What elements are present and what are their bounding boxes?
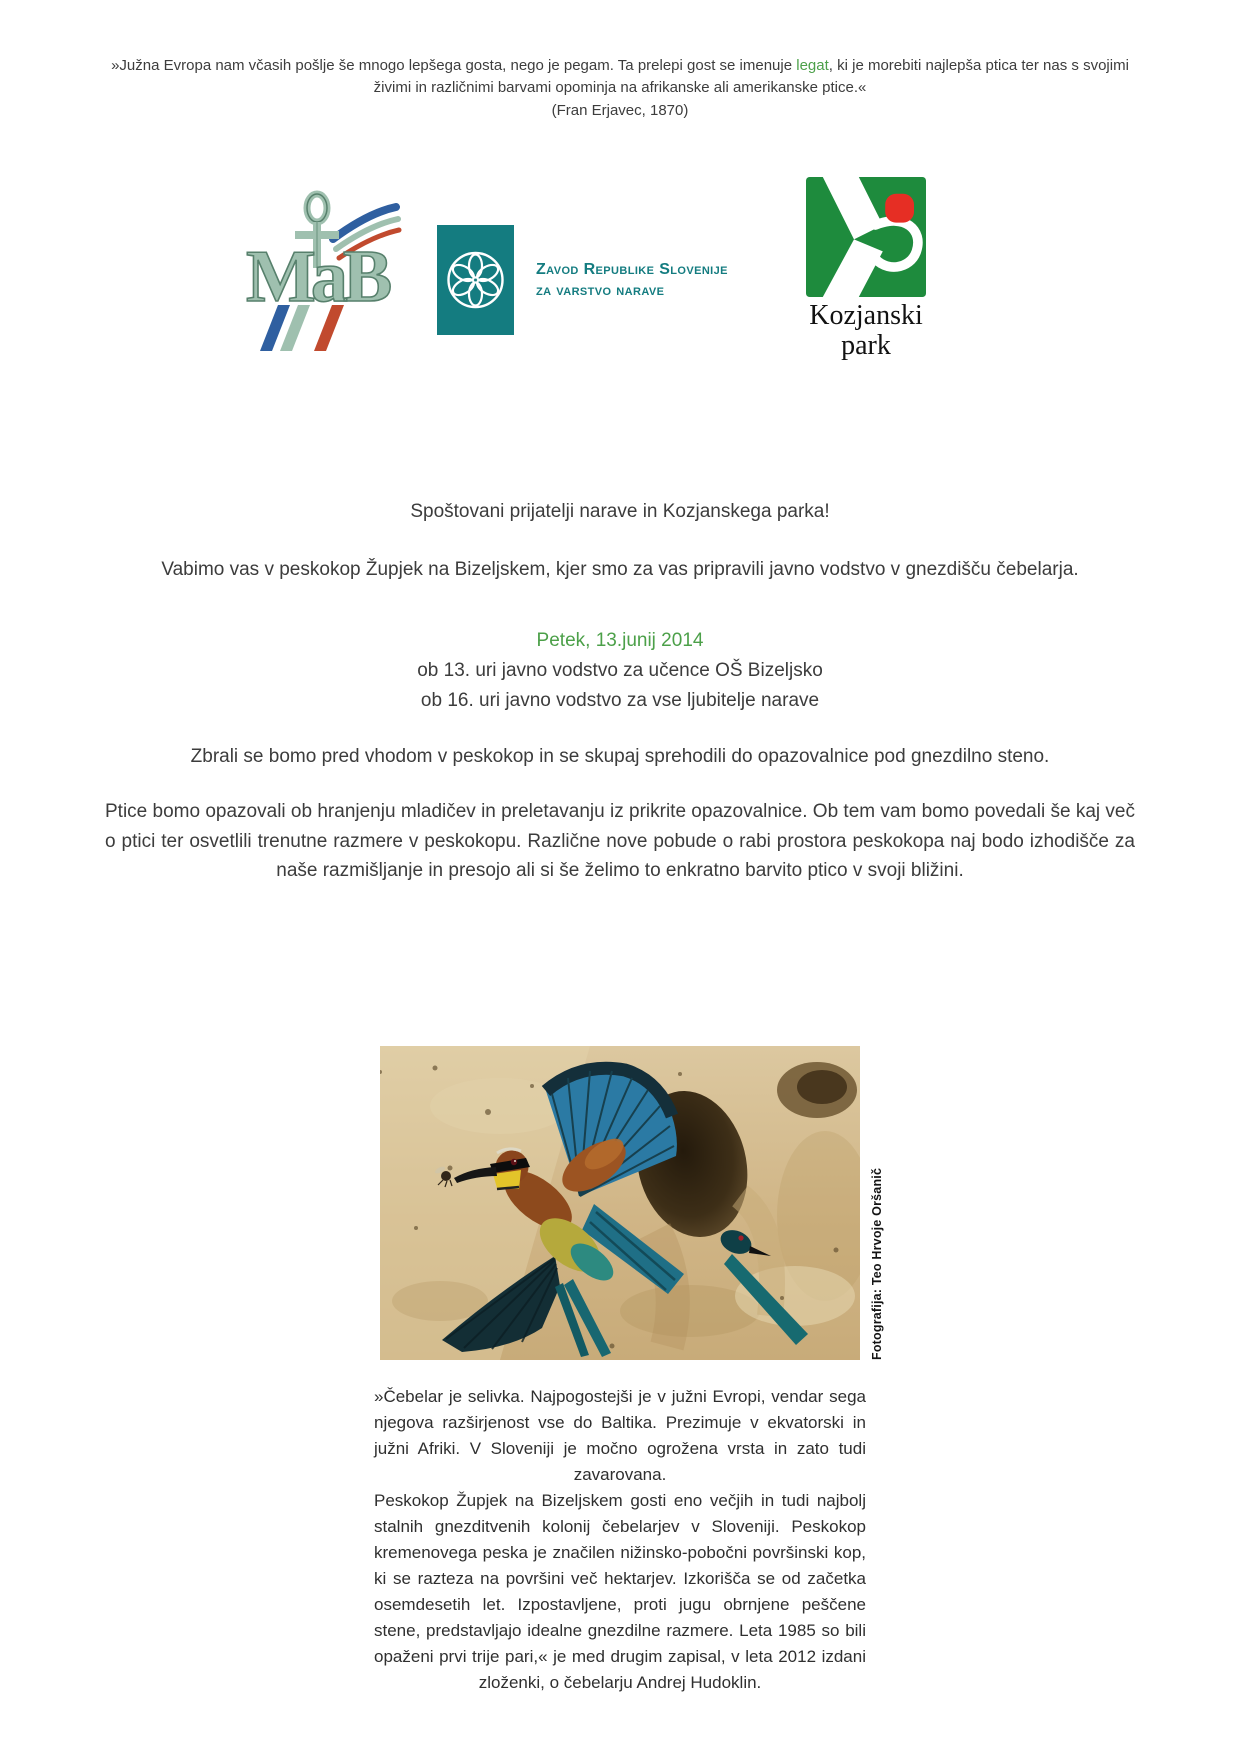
photo-caption (374, 1384, 866, 1696)
kozjanski-line1: Kozjanski (809, 300, 923, 331)
logos-row (0, 165, 1240, 390)
quote-block (105, 55, 1135, 122)
zrsvn-logo-icon (437, 225, 514, 335)
description-paragraph: Ptice bomo opazovali ob hranjenju mladičev in preletavanju iz prikrite opazovalnice. Ob tem vam bomo povedali še kaj več o ptici ter osvetlili trenutne razmere v peskokopu. Različne nove pobude o rabi prostora peskokopa naj bodo izhodišče za naše razmišljanje in presojo ali si še želimo to enkratno barvito ptico v svoji bližini. (105, 801, 1135, 881)
mab-logo-icon (238, 173, 403, 353)
kozjanski-park-logo-text (798, 301, 934, 361)
zrsvn-line1: Zavod Republike Slovenije (536, 261, 728, 278)
kozjanski-park-logo (798, 177, 934, 361)
kozjanski-park-logo-icon (805, 177, 927, 297)
caption-paragraph-2: Peskokop Župjek na Bizeljskem gosti eno večjih in tudi najbolj stalnih gnezditvenih kolonij čebelarjev v Sloveniji. Peskokop kremenovega peska je značilen nižinsko-pobočni površinski kop, ki se razteza na površini več hektarjev. Izkorišča se od začetka osemdesetih let. Izpostavljene, proti jugu obrnjene peščene stene, predstavljajo idealne gnezdilne razmere. Leta 1985 so bili opaženi prvi trije pari,« je med drugim zapisal, v leta 2012 izdani zloženki, o čebelarju Andrej Hudoklin. (374, 1491, 866, 1692)
quote-part1: »Južna Evropa nam včasih pošlje še mnogo lepšega gosta, nego je pegam. Ta prelepi gost se imenuje (111, 57, 797, 74)
salutation: Spoštovani prijatelji narave in Kozjanskega parka! (410, 501, 830, 522)
event-date: Petek, 13.junij 2014 (536, 630, 704, 651)
intro-paragraph: Vabimo vas v peskokop Župjek na Bizeljskem, kjer smo za vas pripravili javno vodstvo v gnezdišču čebelarja. (161, 559, 1079, 580)
zrsvn-line2: za varstvo narave (536, 282, 665, 299)
mab-logo-letters: MaB (246, 236, 388, 318)
event-time-1: ob 13. uri javno vodstvo za učence OŠ Bizeljsko (417, 660, 823, 681)
bee-eater-photo-image (380, 1046, 860, 1360)
meeting-info: Zbrali se bomo pred vhodom v peskokop in se skupaj sprehodili do opazovalnice pod gnezdilno steno. (190, 746, 1050, 767)
quote-part2: , ki je morebiti najlepša ptica ter nas s svojimi živimi in različnimi barvami opominja na afrikanske ali amerikanske ptice.« (373, 57, 1129, 96)
kozjanski-line2: park (841, 330, 891, 361)
bee-eater-photo (380, 1046, 884, 1360)
quote-text (105, 55, 1135, 99)
quote-highlight: legat (796, 57, 829, 74)
caption-paragraph-1: »Čebelar je selivka. Najpogostejši je v južni Evropi, vendar sega njegova razširjenost vse do Baltika. Prezimuje v ekvatorski in južni Afriki. V Sloveniji je močno ogrožena vrsta in zato tudi zavarovana. (374, 1387, 866, 1484)
event-time-2: ob 16. uri javno vodstvo za vse ljubitelje narave (420, 690, 820, 711)
zrsvn-logo-text (536, 259, 728, 301)
photo-credit: Fotografija: Teo Hrvoje Oršanič (870, 1167, 884, 1360)
zrsvn-logo (437, 225, 728, 335)
quote-attribution: (Fran Erjavec, 1870) (551, 102, 689, 119)
